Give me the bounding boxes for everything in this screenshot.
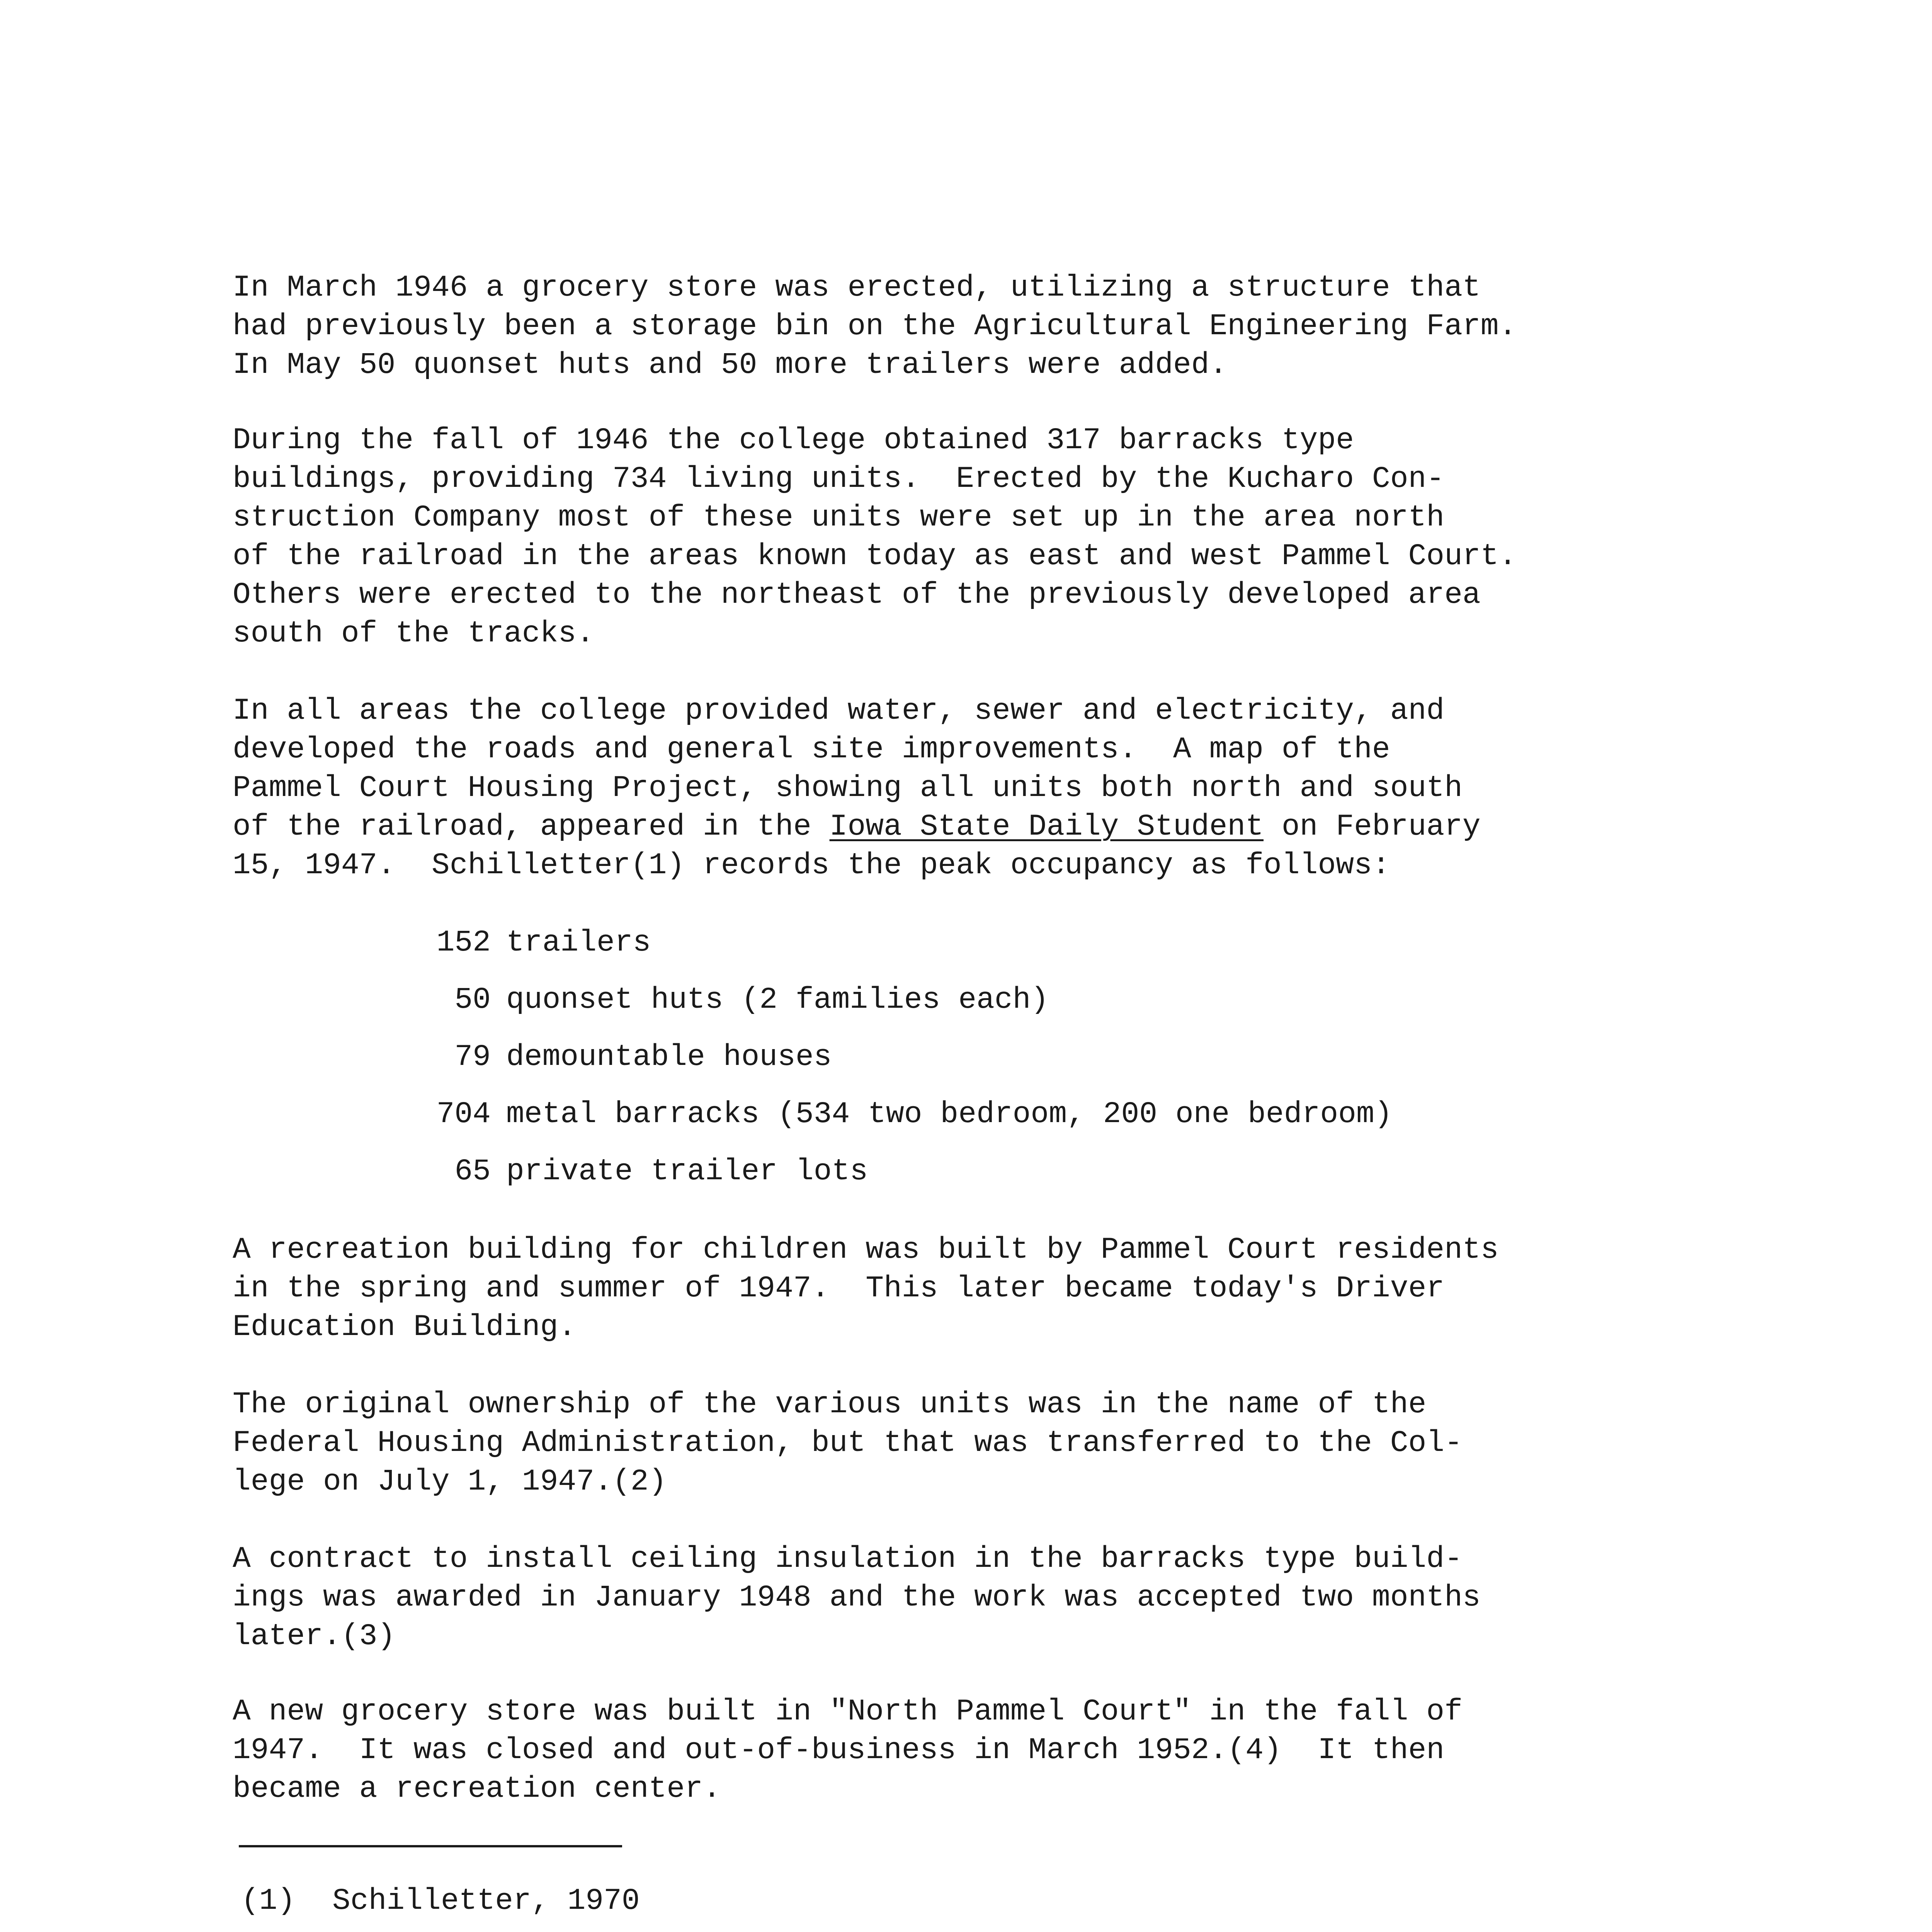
occupancy-item <box>417 923 651 962</box>
occupancy-description: demountable houses <box>506 1040 832 1074</box>
text-line <box>233 808 1643 846</box>
occupancy-count: 65 <box>454 1155 491 1189</box>
occupancy-count: 152 <box>436 926 491 960</box>
occupancy-description: trailers <box>506 926 651 960</box>
paragraph-recreation-building <box>233 1231 1643 1347</box>
paragraph-new-grocery <box>233 1692 1643 1808</box>
text-line: In March 1946 a grocery store was erected, utilizing a structure that <box>233 271 1481 305</box>
text-line: A contract to install ceiling insulation in the barracks type build- <box>233 1542 1463 1576</box>
text-line: Education Building. <box>233 1310 577 1344</box>
text-fragment: of the railroad, appeared in the <box>233 810 830 844</box>
text-line: A new grocery store was built in "North Pammel Court" in the fall of <box>233 1695 1463 1729</box>
footnote-separator <box>239 1845 622 1847</box>
footnote-1 <box>241 1882 640 1920</box>
newspaper-title: Iowa State Daily Student <box>829 810 1264 844</box>
occupancy-item <box>417 1152 868 1191</box>
occupancy-count: 79 <box>454 1040 491 1074</box>
paragraph-barracks-1946 <box>233 421 1643 653</box>
occupancy-description: quonset huts (2 families each) <box>506 983 1049 1017</box>
text-line: buildings, providing 734 living units. Erected by the Kucharo Con- <box>233 462 1445 496</box>
text-line: later.(3) <box>233 1619 396 1653</box>
text-line: in the spring and summer of 1947. This later became today's Driver <box>233 1272 1445 1306</box>
text-fragment: on February <box>1264 810 1481 844</box>
occupancy-description: metal barracks (534 two bedroom, 200 one bedroom) <box>506 1097 1393 1131</box>
footnote-text: Schilletter, 1970 <box>332 1884 640 1918</box>
text-line: Others were erected to the northeast of the previously developed area <box>233 578 1481 612</box>
occupancy-count: 50 <box>454 983 491 1017</box>
occupancy-item <box>417 1095 1393 1134</box>
paragraph-site-improvements <box>233 692 1643 885</box>
paragraph-ownership <box>233 1385 1643 1501</box>
text-line: 15, 1947. Schilletter(1) records the peak occupancy as follows: <box>233 849 1390 883</box>
occupancy-item <box>417 1038 832 1077</box>
text-line: During the fall of 1946 the college obtained 317 barracks type <box>233 423 1354 457</box>
text-line: ings was awarded in January 1948 and the work was accepted two months <box>233 1581 1481 1615</box>
text-line: had previously been a storage bin on the Agricultural Engineering Farm. <box>233 310 1517 344</box>
occupancy-count: 704 <box>436 1097 491 1131</box>
text-line: struction Company most of these units were set up in the area north <box>233 501 1445 535</box>
text-line: developed the roads and general site improvements. A map of the <box>233 733 1390 767</box>
text-line: 1947. It was closed and out-of-business in March 1952.(4) It then <box>233 1733 1445 1767</box>
paragraph-insulation <box>233 1540 1643 1656</box>
occupancy-item <box>417 981 1049 1019</box>
text-line: In May 50 quonset huts and 50 more trailers were added. <box>233 348 1228 382</box>
text-line: lege on July 1, 1947.(2) <box>233 1465 667 1499</box>
text-line: south of the tracks. <box>233 617 595 651</box>
text-line: became a recreation center. <box>233 1772 721 1806</box>
text-line: A recreation building for children was built by Pammel Court residents <box>233 1233 1499 1267</box>
occupancy-description: private trailer lots <box>506 1155 868 1189</box>
text-line: In all areas the college provided water, sewer and electricity, and <box>233 694 1445 728</box>
text-line: Federal Housing Administration, but that was transferred to the Col- <box>233 1426 1463 1460</box>
footnote-marker: (1) <box>241 1884 296 1918</box>
paragraph-grocery-1946 <box>233 269 1643 384</box>
text-line: Pammel Court Housing Project, showing all units both north and south <box>233 771 1463 805</box>
text-line: of the railroad in the areas known today as east and west Pammel Court. <box>233 539 1517 573</box>
text-line: The original ownership of the various units was in the name of the <box>233 1388 1427 1422</box>
